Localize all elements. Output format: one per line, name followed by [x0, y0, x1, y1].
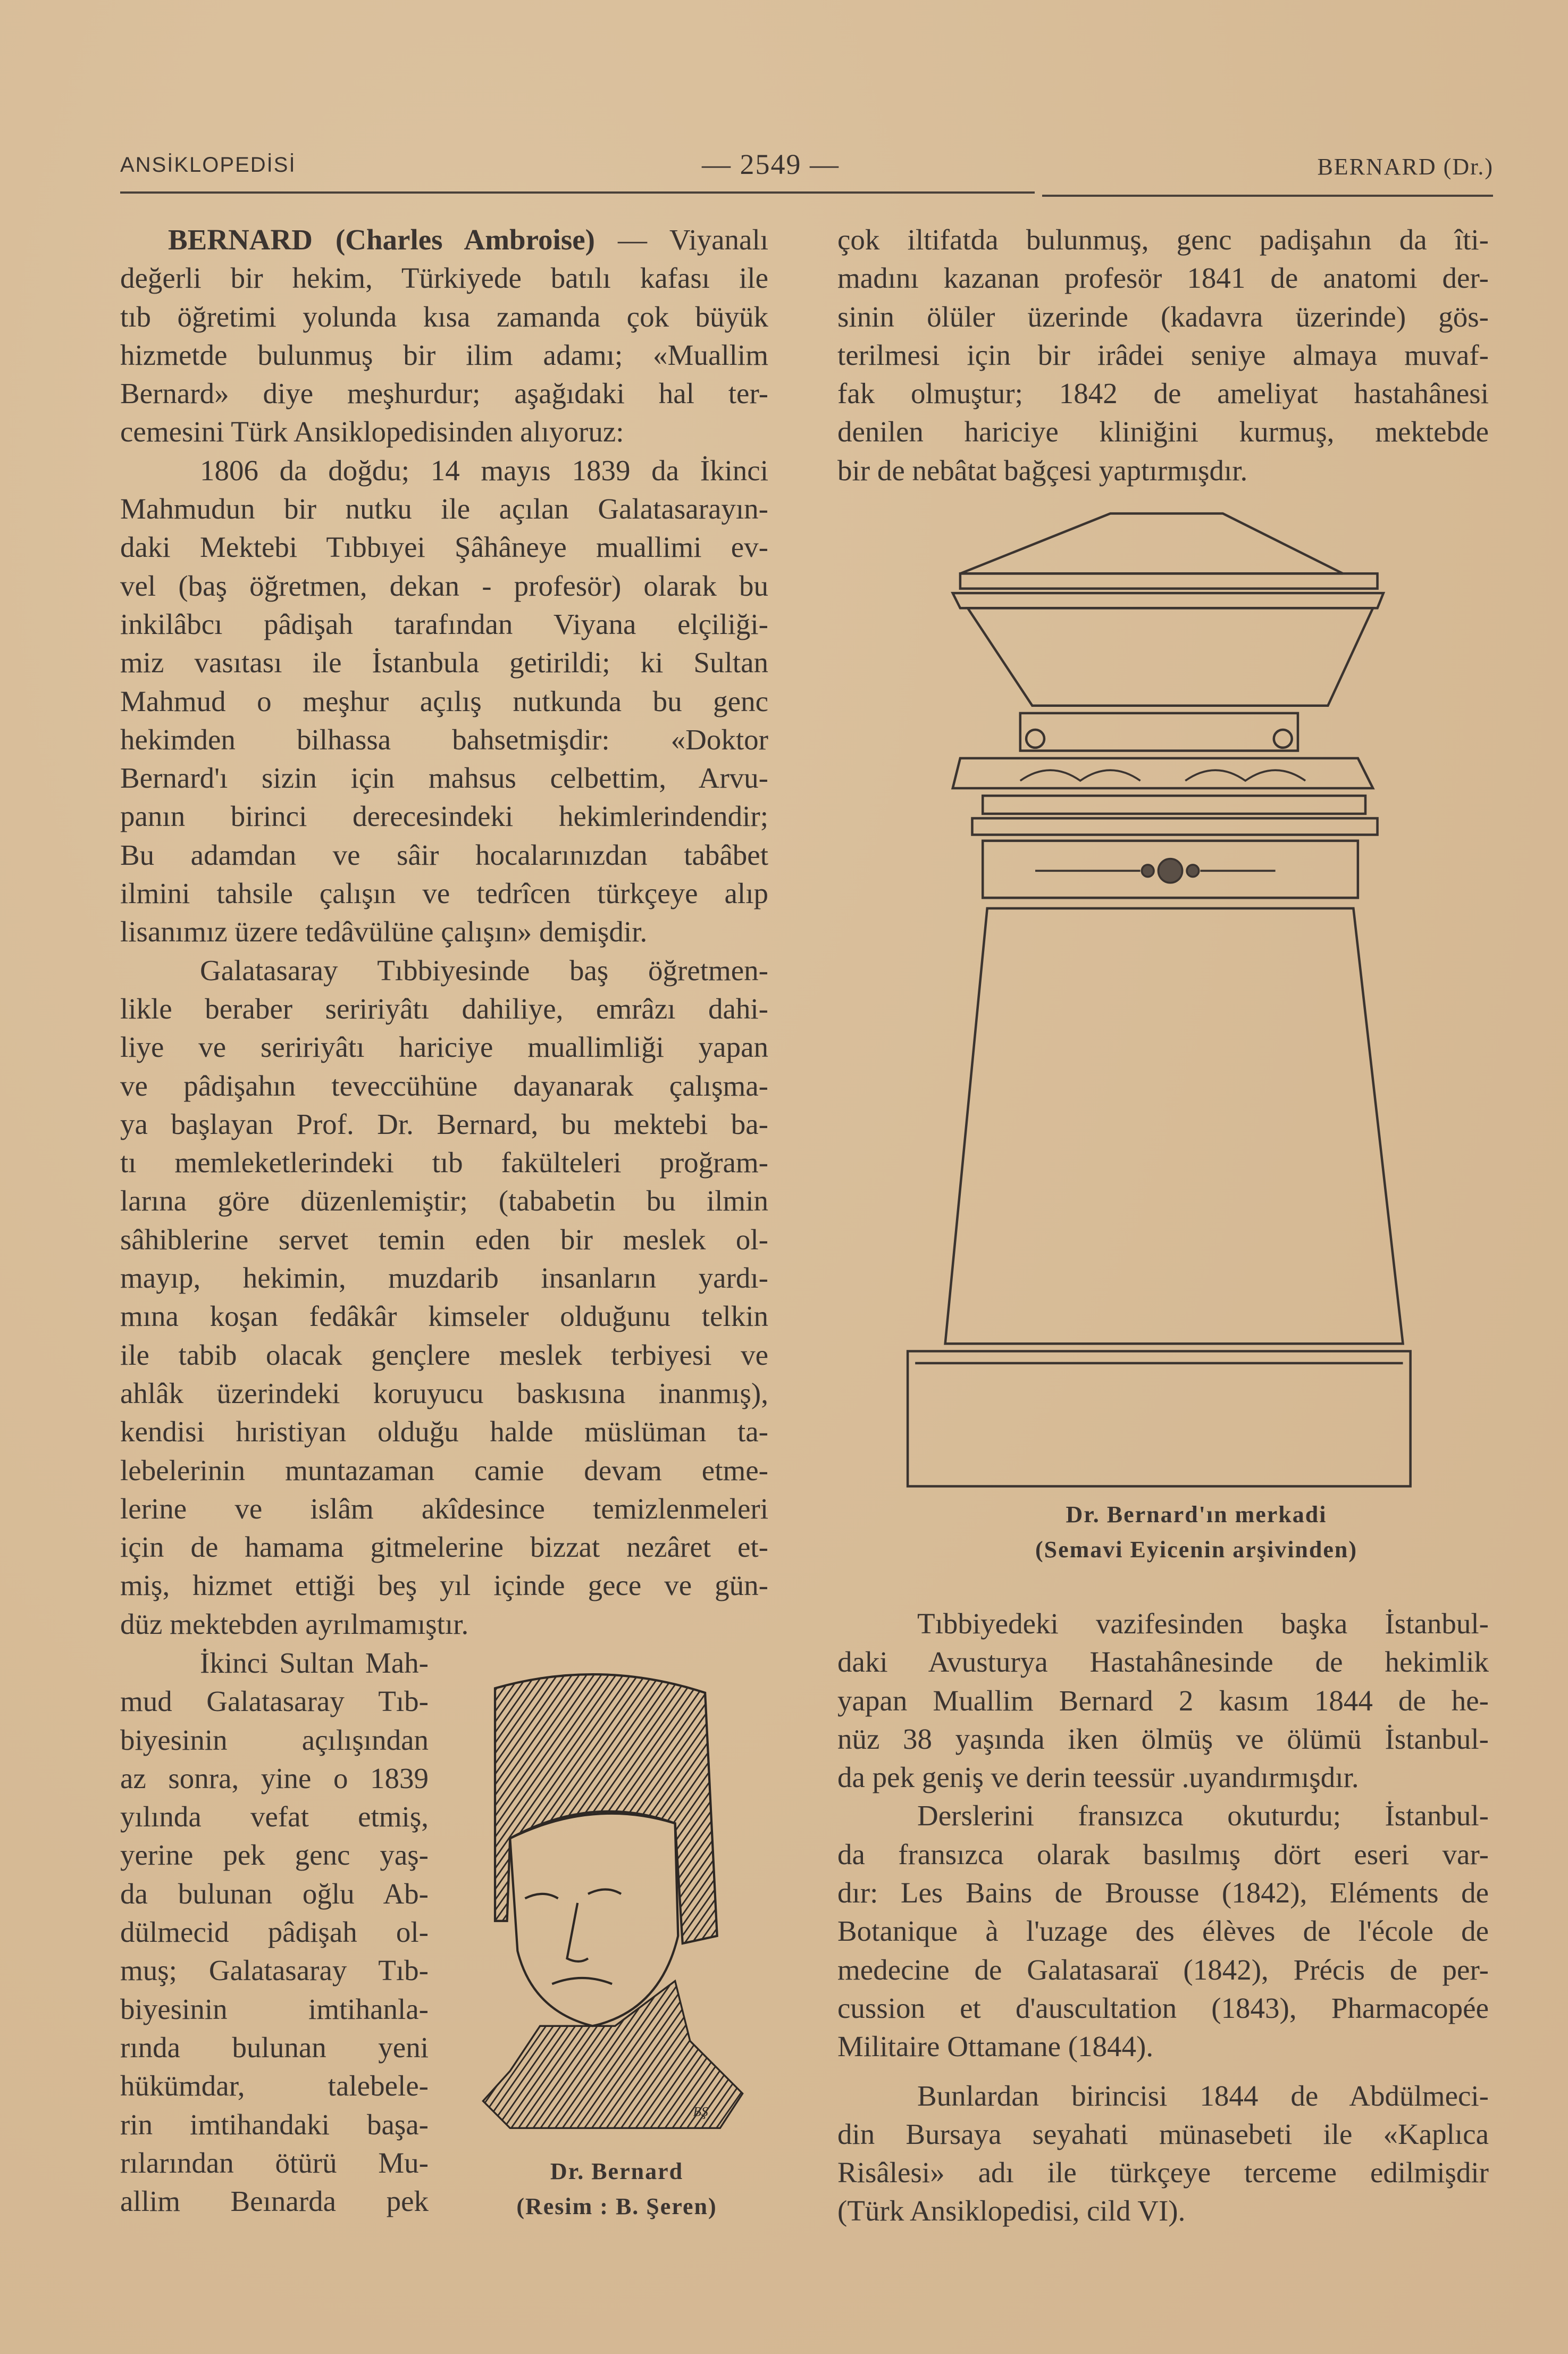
- text-line-content: likle beraber seririyâtı dahiliye, emrâzı dahi-: [120, 992, 768, 1025]
- text-line-content: daki Avusturya Hastahânesinde de hekimlik: [837, 1646, 1489, 1679]
- text-line-content: dır: Les Bains de Brousse (1842), Eléments de: [837, 1876, 1489, 1909]
- text-line-content: mud Galatasaray Tıb-: [120, 1685, 429, 1718]
- portrait-illustration: [477, 1666, 758, 2146]
- text-line-content: yerine pek genc yaş-: [120, 1839, 429, 1872]
- text-line: [120, 1836, 429, 1874]
- text-line: [120, 721, 768, 759]
- text-line-content: kendisi hıristiyan olduğu halde müslüman ta-: [120, 1415, 768, 1448]
- text-line: [120, 1182, 768, 1220]
- text-line-content: tıb öğretimi yolunda kısa zamanda çok büyük: [120, 300, 768, 333]
- text-line-content: Tıbbiyedeki vazifesinden başka İstanbul-: [917, 1607, 1489, 1640]
- page-number: — 2549 —: [702, 148, 840, 180]
- text-line: [837, 221, 1489, 259]
- text-line-content: Derslerini fransızca okuturdu; İstanbul-: [917, 1799, 1489, 1832]
- text-line: [120, 259, 768, 297]
- running-header-left: ANSİKLOPEDİSİ: [120, 153, 296, 177]
- text-line: [120, 1105, 768, 1143]
- text-line: [837, 2027, 1489, 2066]
- portrait-caption-title: Dr. Bernard: [550, 2158, 684, 2184]
- text-line-content: çok iltifatda bulunmuş, genc padişahın da îti-: [837, 223, 1489, 256]
- text-line: [120, 1566, 768, 1605]
- text-line: [837, 1682, 1489, 1720]
- text-line: [120, 1221, 768, 1259]
- text-line: [120, 2067, 429, 2105]
- text-line-content: yapan Muallim Bernard 2 kasım 1844 de he-: [837, 1684, 1489, 1717]
- text-line-content: rında bulunan yeni: [120, 2031, 429, 2064]
- text-line-content: Mahmudun bir nutku ile açılan Galatasarayın-: [120, 492, 768, 525]
- text-line: [120, 951, 768, 990]
- text-line: [837, 2153, 1489, 2192]
- text-line: [120, 1798, 429, 1836]
- text-line: [120, 874, 768, 913]
- text-line-content: fak olmuştur; 1842 de ameliyat hastahânesi: [837, 377, 1489, 410]
- text-line-content: sinin ölüler üzerinde (kadavra üzerinde) gös-: [837, 300, 1489, 333]
- text-line: [120, 913, 768, 951]
- text-line-content: rin imtihandaki başa-: [120, 2108, 429, 2141]
- text-line-content: Bunlardan birincisi 1844 de Abdülmeci-: [917, 2079, 1489, 2112]
- text-line: [837, 374, 1489, 413]
- text-line-content: lisanımız üzere tedâvülüne çalışın» demişdir.: [120, 915, 648, 948]
- artist-signature: BŞ: [693, 2104, 708, 2119]
- tomb-caption-source: (Semavi Eyicenin arşivinden): [1035, 1537, 1358, 1563]
- text-line: [837, 2192, 1489, 2230]
- text-line: [120, 1721, 429, 1759]
- text-line: [120, 1067, 768, 1105]
- text-line-content: miz vasıtası ile İstanbula getirildi; ki Sultan: [120, 646, 768, 679]
- text-line: [837, 259, 1489, 297]
- text-line: [120, 2182, 429, 2221]
- entry-heading: BERNARD (Charles Ambroise): [168, 223, 595, 256]
- text-line: [120, 528, 768, 566]
- text-line: [120, 1990, 429, 2029]
- text-line-content: dülmecid pâdişah ol-: [120, 1916, 429, 1949]
- text-line-content: rılarından ötürü Mu-: [120, 2146, 429, 2179]
- text-line: [837, 1989, 1489, 2027]
- text-line: [837, 336, 1489, 374]
- text-line: [837, 2115, 1489, 2153]
- text-line: [120, 298, 768, 336]
- text-line-content: düz mektebden ayrılmamıştır.: [120, 1607, 469, 1640]
- text-line-content: liye ve seririyâtı hariciye muallimliği yapan: [120, 1031, 768, 1064]
- text-line-content: (Türk Ansiklopedisi, cild VI).: [837, 2194, 1186, 2227]
- text-line-content: ile tabib olacak gençlere meslek terbiyesi ve: [120, 1338, 768, 1371]
- text-line: [120, 797, 768, 836]
- text-line: [120, 1875, 429, 1913]
- tomb-caption: [904, 1497, 1489, 1567]
- text-line: [120, 413, 768, 451]
- text-line: [120, 2144, 429, 2182]
- text-line: [120, 682, 768, 721]
- text-line-content: mayıp, hekimin, muzdarib insanların yardı-: [120, 1262, 768, 1295]
- text-line: [120, 1451, 768, 1490]
- text-line: [837, 1835, 1489, 1874]
- text-line-content: değerli bir hekim, Türkiyede batılı kafası ile: [120, 262, 768, 295]
- text-line-content: allim Beınarda pek: [120, 2185, 429, 2218]
- text-line-content: hükümdar, talebele-: [120, 2069, 429, 2102]
- text-line: [120, 567, 768, 605]
- text-line: [120, 221, 768, 259]
- text-line: [120, 1143, 768, 1182]
- text-line-content: inkilâbcı pâdişah tarafından Viyana elçiliği-: [120, 607, 768, 640]
- text-line-content: Galatasaray Tıbbiyesinde baş öğretmen-: [200, 954, 768, 987]
- text-line: [120, 644, 768, 682]
- text-line-content: 1806 da doğdu; 14 mayıs 1839 da İkinci: [200, 454, 768, 487]
- text-line: [837, 1951, 1489, 1989]
- text-line: [120, 990, 768, 1028]
- text-line-content: lerine ve islâm akîdesince temizlenmeleri: [120, 1492, 768, 1525]
- text-line-content: muş; Galatasaray Tıb-: [120, 1954, 429, 1987]
- text-line: [120, 1297, 768, 1335]
- text-line-content: Risâlesi» adı ile türkçeye terceme edilmişdir: [837, 2156, 1489, 2189]
- text-line: [120, 1605, 768, 1643]
- text-line-content: larına göre düzenlemiştir; (tababetin bu ilmin: [120, 1184, 768, 1217]
- text-line-content: için de hamama gitmelerine bizzat nezâret et-: [120, 1531, 768, 1564]
- text-line-content: daki Mektebi Tıbbıyei Şâhâneye muallimi ev-: [120, 531, 768, 564]
- text-line: [120, 452, 768, 490]
- text-line: [120, 836, 768, 874]
- text-line-content: biyesinin açılışından: [120, 1723, 429, 1756]
- text-line-content: cussion et d'auscultation (1843), Pharmacopée: [837, 1991, 1489, 2024]
- text-line: [120, 1336, 768, 1374]
- header-rule-right: [1042, 195, 1493, 197]
- text-line-content: sâhiblerine servet temin eden bir meslek ol-: [120, 1223, 768, 1256]
- text-line: [120, 336, 768, 374]
- text-line: [837, 1912, 1489, 1950]
- text-line: [120, 1490, 768, 1528]
- text-line: [837, 1797, 1489, 1835]
- text-line-content: madını kazanan profesör 1841 de anatomi der-: [837, 262, 1489, 295]
- text-line: [120, 1259, 768, 1297]
- text-line-content: Bernard» diye meşhurdur; aşağıdaki hal ter-: [120, 377, 768, 410]
- text-line: [120, 1374, 768, 1413]
- text-line: [120, 759, 768, 797]
- text-line-content: ya başlayan Prof. Dr. Bernard, bu mektebi ba-: [120, 1107, 768, 1140]
- left-column-text: [120, 221, 768, 1643]
- text-line: [120, 605, 768, 644]
- text-line: [837, 1643, 1489, 1681]
- text-line-content: Botanique à l'uzage des élèves de l'école de: [837, 1915, 1489, 1948]
- text-line: [837, 2077, 1489, 2115]
- text-line-content: lebelerinin muntazaman camie devam etme-: [120, 1454, 768, 1487]
- text-line-content: ahlâk üzerindeki koruyucu baskısına inanmış),: [120, 1376, 768, 1409]
- text-line-content: ve pâdişahın teveccühüne dayanarak çalışma-: [120, 1069, 768, 1102]
- text-line-content: din Bursaya seyahati münasebeti ile «Kaplıca: [837, 2117, 1489, 2150]
- text-line: [120, 2106, 429, 2144]
- right-bottom-text: [837, 1605, 1489, 2231]
- text-line-content: ilmini tahsile çalışın ve tedrîcen türkçeye alıp: [120, 877, 768, 910]
- text-line-content: Mahmud o meşhur açılış nutkunda bu genc: [120, 685, 768, 717]
- text-line: [120, 1759, 429, 1798]
- text-line: [120, 1913, 429, 1951]
- text-line: [120, 374, 768, 413]
- text-line-content: denilen hariciye kliniğini kurmuş, mektebde: [837, 415, 1489, 448]
- right-top-text: [837, 221, 1489, 490]
- text-line-content: biyesinin imtihanla-: [120, 1992, 429, 2025]
- header-rule: [120, 191, 1035, 194]
- text-line: [120, 1028, 768, 1066]
- text-line-content: Militaire Ottamane (1844).: [837, 2030, 1154, 2063]
- text-line: [120, 490, 768, 528]
- text-line-content: Bu adamdan ve sâir hocalarınızdan tabâbet: [120, 838, 768, 871]
- fez-hat: [495, 1674, 717, 1943]
- text-line-content: terilmesi için bir irâdei seniye almaya muvaf-: [837, 338, 1489, 371]
- text-line: [837, 452, 1489, 490]
- text-line-content: da bulunan oğlu Ab-: [120, 1877, 429, 1910]
- text-line: [120, 1951, 429, 1990]
- text-line-content: tı memleketlerindeki tıb fakülteleri proğram-: [120, 1146, 768, 1179]
- text-line-content: miş, hizmet ettiği beş yıl içinde gece ve gün-: [120, 1569, 768, 1602]
- left-bottom-text: [120, 1644, 429, 2221]
- text-line-content: hekimden bilhassa bahsetmişdir: «Doktor: [120, 723, 768, 756]
- text-line-content: mına koşan fedâkâr kimseler olduğunu telkin: [120, 1300, 768, 1333]
- text-line: [837, 1720, 1489, 1758]
- text-line-content: cemesini Türk Ansiklopedisinden alıyoruz:: [120, 415, 624, 448]
- text-line-content: nüz 38 yaşında iken ölmüş ve ölümü İstanbul-: [837, 1722, 1489, 1755]
- text-line-content: medecine de Galatasaraï (1842), Précis de per-: [837, 1953, 1489, 1986]
- text-line: [120, 1413, 768, 1451]
- text-line-content: panın birinci derecesindeki hekimlerindendir;: [120, 800, 768, 833]
- tomb-caption-title: Dr. Bernard'ın merkadi: [1066, 1501, 1327, 1527]
- text-line: [120, 2029, 429, 2067]
- text-line: [837, 1758, 1489, 1797]
- text-line: [120, 1644, 429, 1682]
- text-line-content: vel (baş öğretmen, dekan - profesör) olarak bu: [120, 569, 768, 602]
- text-line: [120, 1682, 429, 1721]
- text-line-content: da fransızca olarak basılmış dört eseri var-: [837, 1838, 1489, 1871]
- running-header-right: BERNARD (Dr.): [1317, 154, 1494, 180]
- text-line: [837, 1874, 1489, 1912]
- tomb-illustration: [900, 500, 1500, 1500]
- text-line-content: yılında vefat etmiş,: [120, 1800, 429, 1833]
- portrait-caption-credit: (Resim : B. Şeren): [516, 2193, 717, 2219]
- text-line-content: bir de nebâtat bağçesi yaptırmışdır.: [837, 454, 1248, 487]
- text-line: [837, 1605, 1489, 1643]
- portrait-caption: [468, 2154, 766, 2224]
- face: [510, 1814, 678, 2026]
- text-line-content: da pek geniş ve derin teessür .uyandırmışdır.: [837, 1761, 1359, 1794]
- text-line-content: — Viyanalı: [617, 223, 769, 256]
- text-line-content: hizmetde bulunmuş bir ilim adamı; «Muallim: [120, 338, 768, 371]
- text-line: [120, 1528, 768, 1566]
- text-line-content: İkinci Sultan Mah-: [200, 1647, 429, 1679]
- text-line-content: Bernard'ı sizin için mahsus celbettim, Arvu-: [120, 762, 768, 795]
- text-line: [837, 413, 1489, 451]
- text-line: [837, 298, 1489, 336]
- text-line-content: az sonra, yine o 1839: [120, 1762, 429, 1794]
